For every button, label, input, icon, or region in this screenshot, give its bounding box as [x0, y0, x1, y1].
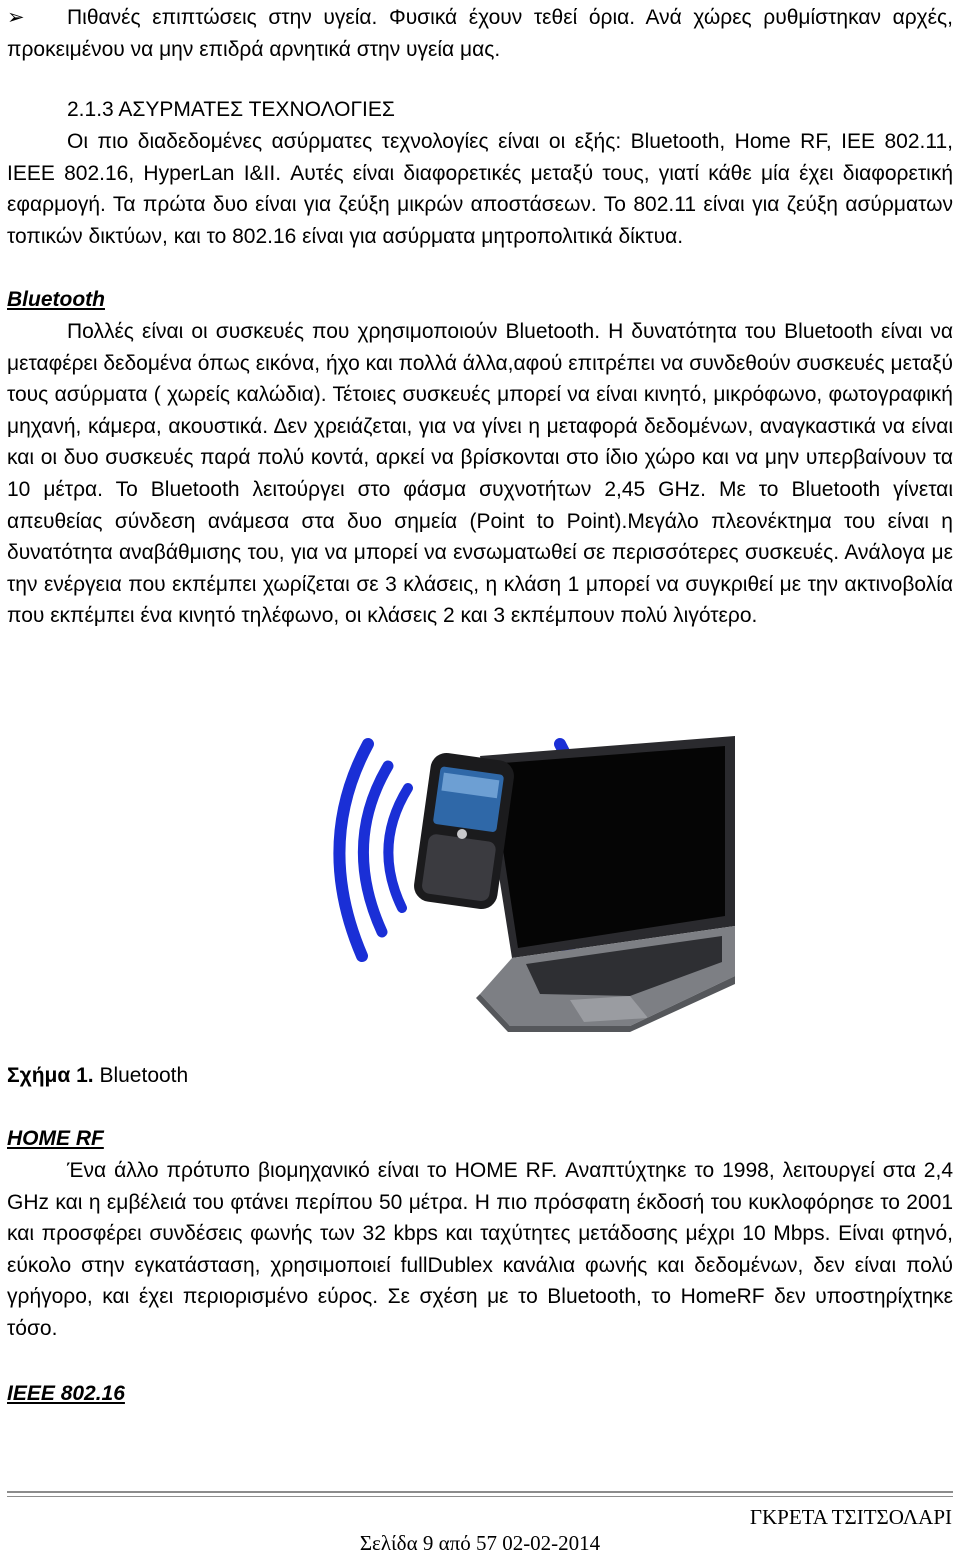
bullet-text: Πιθανές επιπτώσεις στην υγεία. Φυσικά έχουν τεθεί όρια. Ανά χώρες ρυθμίστηκαν αρχές, προκειμένου να μην επιδρά αρνητικά στην υγεία μας. — [7, 6, 953, 61]
arrow-bullet-icon: ➢ — [7, 6, 25, 29]
figure-caption — [7, 1060, 188, 1092]
homerf-heading: HOME RF — [7, 1127, 104, 1150]
footer-page-info: Σελίδα 9 από 57 02-02-2014 — [359, 1531, 601, 1555]
figure-caption-text: Bluetooth — [93, 1064, 189, 1087]
footer-author: ΓΚΡΕΤΑ ΤΣΙΤΣΟΛΑΡΙ — [749, 1505, 952, 1529]
bluetooth-paragraph: Πολλές είναι οι συσκευές που χρησιμοποιούν Bluetooth. Η δυνατότητα του Bluetooth είναι να μεταφέρει δεδομένα όπως εικόνα, ήχο και πολλά άλλα,αφού επιτρέπει να συνδεθούν συσκευές μεταξύ τους ασύρματα ( χωρείς καλώδια). Τέτοιες συσκευές μπορεί να είναι κινητό, μικρόφωνο, φωτογραφική μηχανή, κάμερα, ακουστικά. Δεν χρειάζεται, για να γίνει η μεταφορά δεδομένων, αναγκαστικά να είναι και οι δυο συσκευές παρά πολύ κοντά, αρκεί να βρίσκονται στο ίδιο χώρο και να μην υπερβαίνουν τα 10 μέτρα. Το Bluetooth λειτούργει στο φάσμα συχνοτήτων 2,45 GHz. Με το Bluetooth γίνεται απευθείας σύνδεση ανάμεσα στα δυο σημεία (Point to Point).Μεγάλο πλεονέκτημα του είναι η δυνατότητα αναβάθμισης του, για να μπορεί να ενσωματωθεί σε περισσότερες συσκευές. Ανάλογα με την ενέργεια που εκπέμπει χωρίζεται σε 3 κλάσεις, η κλάση 1 μπορεί να συγκριθεί με την ακτινοβολία που εκπέμπει ένα κινητό τηλέφωνο, οι κλάσεις 2 και 3 εκπέμπουν πολύ λιγότερο. — [7, 320, 953, 628]
section-intro-paragraph: Οι πιο διαδεδομένες ασύρματες τεχνολογίες είναι οι εξής: Bluetooth, Home RF, IEE 802.11, IEEE 802.16, HyperLan I&II. Αυτές είναι διαφορετικές μεταξύ τους, γιατί κάθε μία έχει διαφορετική εφαρμογή. Τα πρώτα δυο είναι για ζεύξη μικρών αποστάσεων. Το 802.11 είναι για ζεύξη ασύρματων τοπικών δικτύων, και το 802.16 είναι για ασύρματα μητροπολιτικά δίκτυα. — [7, 130, 953, 248]
bluetooth-figure — [330, 726, 740, 1032]
laptop-icon — [476, 736, 735, 1032]
bluetooth-heading: Bluetooth — [7, 288, 105, 311]
smartphone-icon — [412, 751, 516, 911]
figure-caption-label: Σχήμα 1. — [7, 1064, 94, 1087]
footer-divider — [7, 1491, 953, 1493]
ieee-heading: IEEE 802.16 — [7, 1382, 125, 1405]
laptop-phone-illustration — [330, 726, 740, 1032]
section-heading: 2.1.3 ΑΣΥΡΜΑΤΕΣ ΤΕΧΝΟΛΟΓΙΕΣ — [67, 98, 395, 121]
bullet-paragraph — [7, 2, 953, 65]
footer-divider-thin — [7, 1496, 953, 1497]
homerf-paragraph: Ένα άλλο πρότυπο βιομηχανικό είναι το HOME RF. Αναπτύχτηκε το 1998, λειτουργεί στα 2,4 GHz και η εμβέλειά του φτάνει περίπου 50 μέτρα. Η πιο πρόσφατη έκδοσή του κυκλοφόρησε το 2001 και προσφέρει συνδέσεις φωνής των 32 kbps και ταχύτητες μετάδοσης μέχρι 10 Mbps. Είναι φτηνό, εύκολο στην εγκατάσταση, χρησιμοποιεί fullDublex κανάλια φωνής και δεδομένων, δεν είναι πολύ γρήγορο, και έχει περιορισμένο εύρος. Σε σχέση με το Bluetooth, το HomeRF δεν υποστηρίχτηκε τόσο. — [7, 1159, 953, 1340]
